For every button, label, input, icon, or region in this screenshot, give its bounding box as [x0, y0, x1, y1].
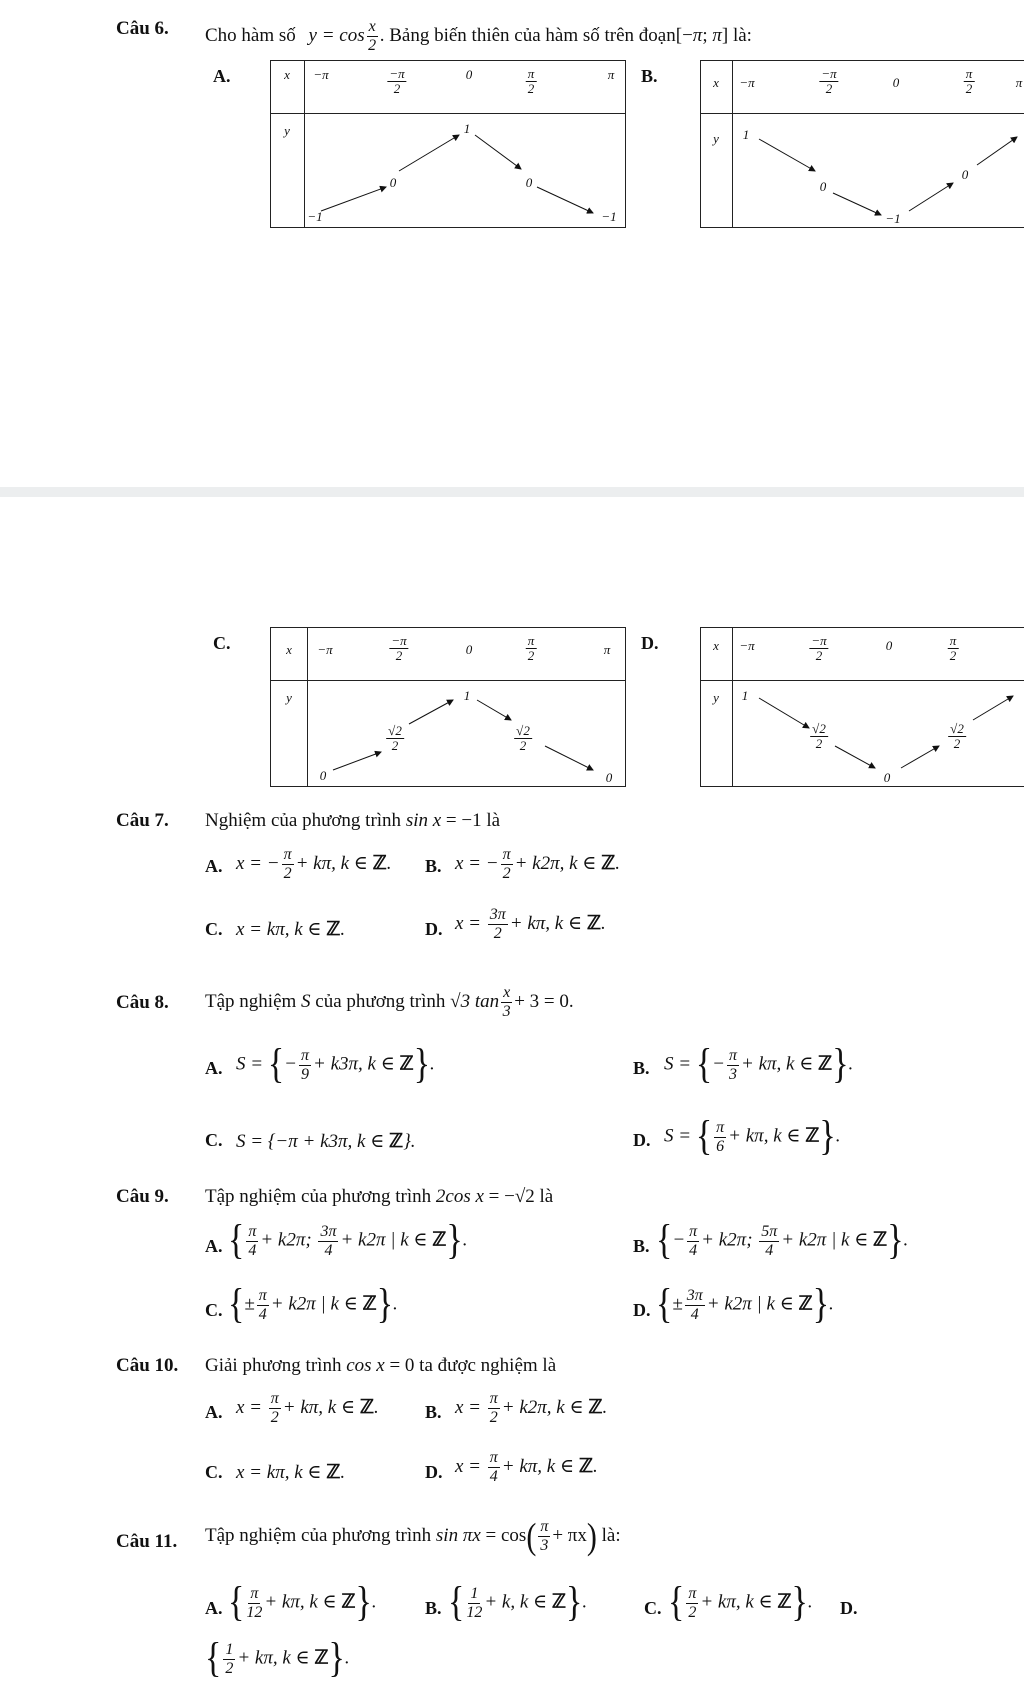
y-val: $\frac{√2}{2}$: [950, 721, 964, 751]
q9-opt-c-label: C.: [205, 1300, 223, 1320]
y-val: 0: [389, 175, 397, 190]
q10-opt-a: x = $\frac{\pi}{2}$ + kπ, k ∈ ℤ.: [236, 1390, 379, 1426]
q7-opt-a: x = − $\frac{\pi}{2}$ + kπ, k ∈ ℤ.: [236, 846, 392, 882]
q7-opt-c: x = kπ, k ∈ ℤ.: [236, 919, 346, 940]
cell: $\frac{\pi}{2}$: [949, 633, 957, 663]
q11-opt-b: { $\frac{1}{12}$ + k, k ∈ ℤ}.: [448, 1579, 588, 1626]
y-val: 1: [463, 121, 471, 136]
q9-opt-b-label: B.: [633, 1236, 650, 1256]
q6-table-a-arrows: [271, 61, 627, 229]
q10-opt-b: x = $\frac{\pi}{2}$ + k2π, k ∈ ℤ.: [455, 1390, 608, 1426]
q8-opt-b: S = {− $\frac{\pi}{3}$ + kπ, k ∈ ℤ}.: [664, 1041, 854, 1088]
q11-opt-b-label: B.: [425, 1598, 442, 1618]
q6-table-b-arrows: [701, 61, 1024, 229]
q11-number: Câu 11.: [116, 1531, 178, 1552]
y-val: 0: [961, 167, 969, 182]
q10-opt-c-label: C.: [205, 1462, 223, 1482]
q7-opt-b: x = − $\frac{\pi}{2}$ + k2π, k ∈ ℤ.: [455, 846, 621, 882]
y-val: 1: [463, 688, 471, 703]
q9-opt-d-label: D.: [633, 1300, 651, 1320]
q8-opt-d-label: D.: [633, 1130, 651, 1150]
q11-text: Tập nghiệm của phương trình sin πx = cos( $\frac{\pi}{3}$ + πx) là:: [205, 1515, 621, 1557]
y-val: −1: [307, 209, 323, 224]
cell: $\frac{\pi}{2}$: [527, 66, 535, 96]
q11-opt-c-label: C.: [644, 1598, 662, 1618]
q6-text: Cho hàm số y = cos $\frac{x}{2}$ . Bảng biến thiên của hàm số trên đoạn[−π; π] là:: [205, 18, 752, 54]
y-val: 0: [819, 179, 827, 194]
cell: −π: [313, 67, 329, 82]
cell: 0: [885, 638, 893, 653]
q11-opt-a: { $\frac{\pi}{12}$ + kπ, k ∈ ℤ}.: [228, 1579, 377, 1626]
cell: −π: [739, 638, 755, 653]
q6-table-c-arrows: [271, 628, 627, 788]
q10-opt-c: x = kπ, k ∈ ℤ.: [236, 1462, 346, 1483]
q6-number: Câu 6.: [116, 18, 169, 39]
q7-number: Câu 7.: [116, 810, 169, 831]
y-val: 1: [742, 127, 750, 142]
q10-opt-a-label: A.: [205, 1402, 223, 1422]
q10-number: Câu 10.: [116, 1355, 179, 1376]
q9-opt-b: {− $\frac{\pi}{4}$ + k2π; $\frac{5\pi}{4}$ + k2π | k ∈ ℤ}.: [656, 1217, 909, 1264]
y-val: 0: [525, 175, 533, 190]
q10-opt-d-label: D.: [425, 1462, 443, 1482]
q8-opt-b-label: B.: [633, 1058, 650, 1078]
q6-table-c: [270, 627, 626, 787]
page-gap: [0, 487, 1024, 497]
cell: $\frac{-\pi}{2}$: [821, 66, 837, 96]
cell-y: y: [284, 123, 290, 138]
q10-text: Giải phương trình cos x = 0 ta được nghiệm là: [205, 1355, 557, 1376]
q11-opt-a-label: A.: [205, 1598, 223, 1618]
cell-x: x: [713, 75, 719, 90]
cell-y: y: [713, 690, 719, 705]
cell: π: [1015, 75, 1023, 90]
q7-opt-c-label: C.: [205, 919, 223, 939]
q10-opt-b-label: B.: [425, 1402, 442, 1422]
q9-opt-c: {± $\frac{\pi}{4}$ + k2π | k ∈ ℤ}.: [228, 1281, 398, 1328]
y-val: 1: [741, 688, 749, 703]
q6-table-c-label: C.: [213, 633, 231, 653]
q11-opt-d-label: D.: [840, 1598, 858, 1618]
y-val: $\frac{√2}{2}$: [388, 723, 402, 753]
y-val: $\frac{√2}{2}$: [812, 721, 826, 751]
y-val: 0: [883, 770, 891, 785]
q7-opt-d: x = $\frac{3\pi}{2}$ + kπ, k ∈ ℤ.: [455, 906, 606, 942]
q8-text: Tập nghiệm S của phương trình √3 tan $\frac{x}{3}$ + 3 = 0.: [205, 984, 574, 1020]
q11-opt-c: { $\frac{\pi}{2}$ + kπ, k ∈ ℤ}.: [668, 1579, 813, 1626]
q8-opt-d: S = { $\frac{\pi}{6}$ + kπ, k ∈ ℤ}.: [664, 1113, 841, 1160]
q6-func: y = cos $\frac{x}{2}$: [308, 18, 377, 54]
q6-table-d: [700, 627, 1024, 787]
y-val: −1: [601, 209, 617, 224]
cell: 0: [465, 642, 473, 657]
cell: π: [607, 67, 615, 82]
q6-text-prefix: Cho hàm số: [205, 24, 296, 46]
cell: $\frac{\pi}{2}$: [965, 66, 973, 96]
q9-number: Câu 9.: [116, 1186, 169, 1207]
cell: π: [603, 642, 611, 657]
q10-opt-d: x = $\frac{\pi}{4}$ + kπ, k ∈ ℤ.: [455, 1449, 598, 1485]
q8-opt-c: S = {−π + k3π, k ∈ ℤ}.: [236, 1131, 416, 1152]
q9-text: Tập nghiệm của phương trình 2cos x = −√2 là: [205, 1186, 554, 1207]
cell-x: x: [713, 638, 719, 653]
q9-opt-a: { $\frac{\pi}{4}$ + k2π; $\frac{3\pi}{4}$ + k2π | k ∈ ℤ}.: [228, 1217, 468, 1264]
q8-number: Câu 8.: [116, 992, 169, 1013]
cell-y: y: [713, 131, 719, 146]
q6-table-b-label: B.: [641, 66, 658, 86]
q6-table-b: [700, 60, 1024, 228]
cell: $\frac{-\pi}{2}$: [389, 66, 405, 96]
cell: −π: [317, 642, 333, 657]
q6-table-a-label: A.: [213, 66, 231, 86]
q6-table-d-arrows: [701, 628, 1024, 788]
q9-opt-d: {± $\frac{3\pi}{4}$ + k2π | k ∈ ℤ}.: [656, 1281, 834, 1328]
q8-opt-c-label: C.: [205, 1130, 223, 1150]
q8-opt-a: S = {− $\frac{\pi}{9}$ + k3π, k ∈ ℤ}.: [236, 1041, 435, 1088]
cell-y: y: [286, 690, 292, 705]
y-val: 0: [605, 770, 613, 785]
cell: $\frac{\pi}{2}$: [527, 633, 535, 663]
q7-opt-a-label: A.: [205, 856, 223, 876]
cell: 0: [892, 75, 900, 90]
y-val: $\frac{√2}{2}$: [516, 723, 530, 753]
q7-opt-b-label: B.: [425, 856, 442, 876]
q6-table-d-label: D.: [641, 633, 659, 653]
q7-opt-d-label: D.: [425, 919, 443, 939]
q7-text: Nghiệm của phương trình sin x = −1 là: [205, 810, 501, 831]
cell-x: x: [286, 642, 292, 657]
cell: $\frac{-\pi}{2}$: [391, 633, 407, 663]
y-val: 0: [319, 768, 327, 783]
cell: 0: [465, 67, 473, 82]
cell: $\frac{-\pi}{2}$: [811, 633, 827, 663]
q6-table-a: [270, 60, 626, 228]
q11-opt-d: { $\frac{1}{2}$ + kπ, k ∈ ℤ}.: [205, 1635, 350, 1682]
q8-opt-a-label: A.: [205, 1058, 223, 1078]
cell-x: x: [284, 67, 290, 82]
cell: −π: [739, 75, 755, 90]
y-val: −1: [885, 211, 901, 226]
q9-opt-a-label: A.: [205, 1236, 223, 1256]
